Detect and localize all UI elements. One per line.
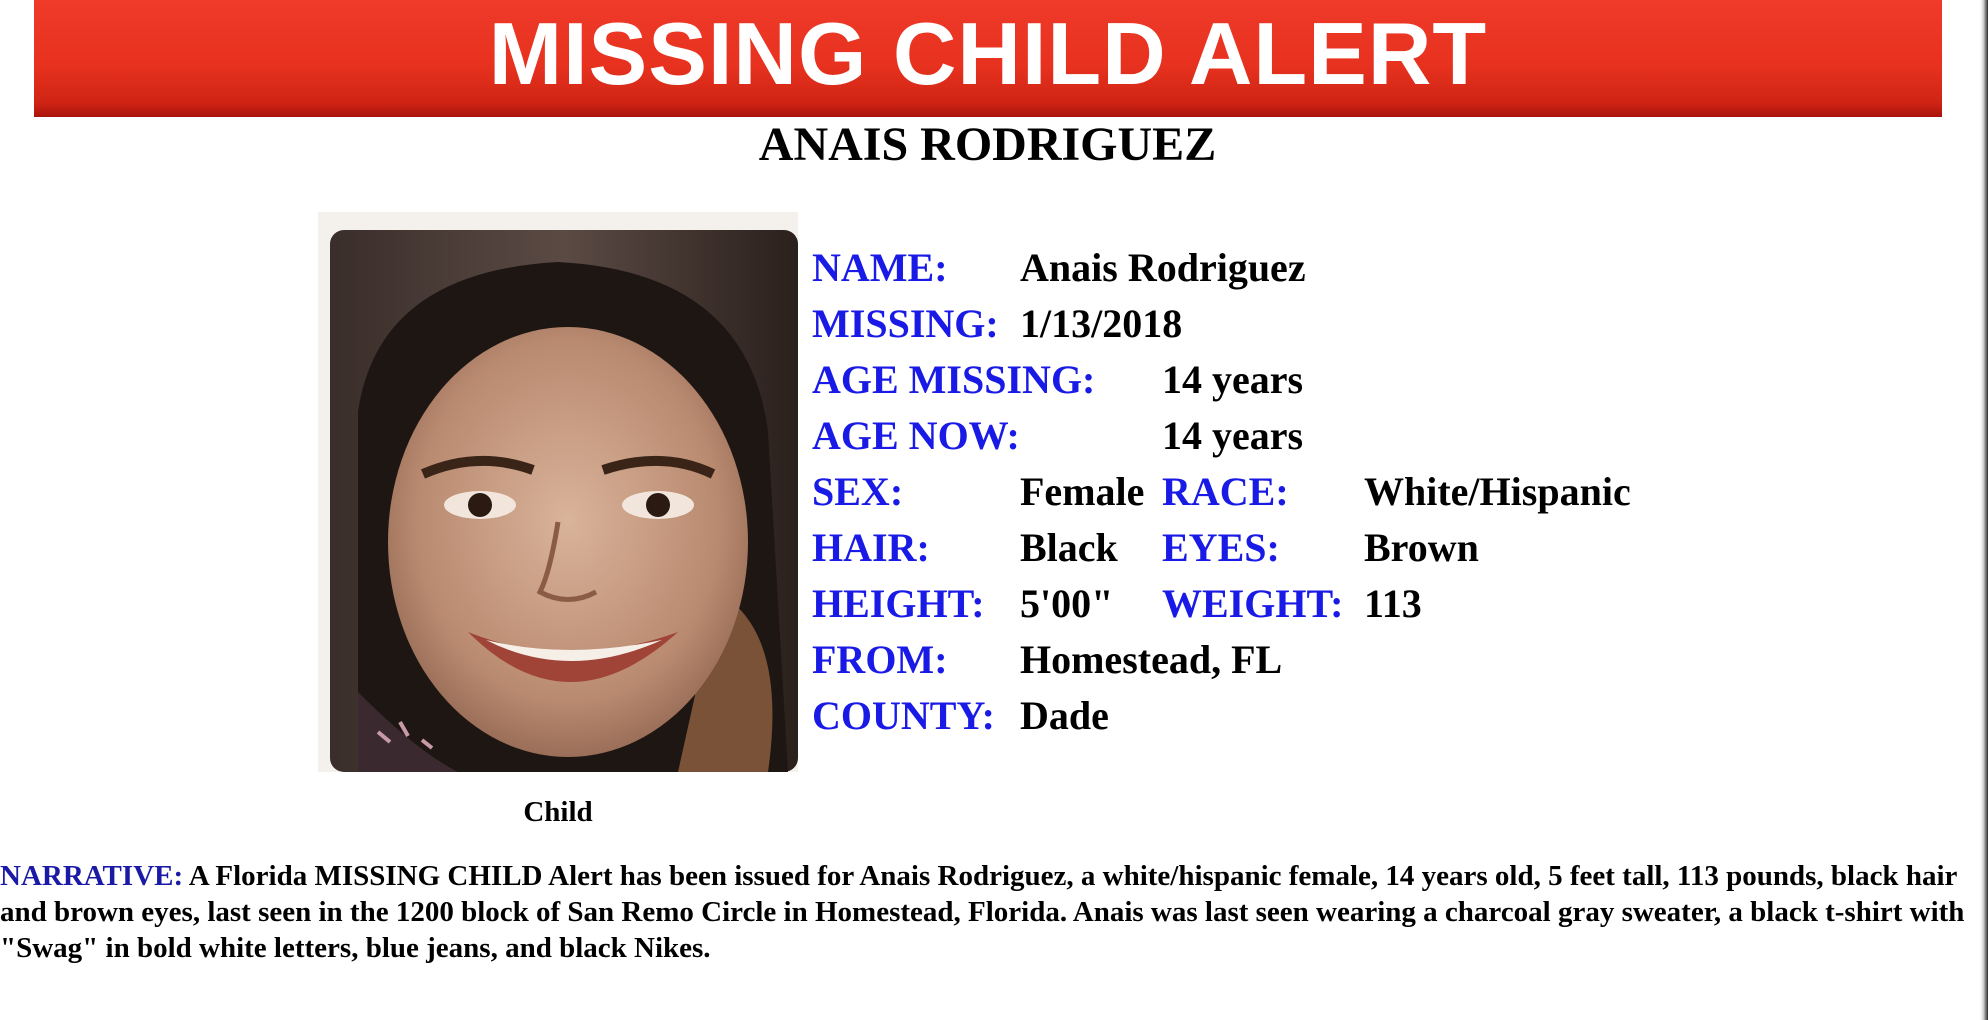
from-label: FROM:	[812, 637, 948, 682]
age-missing-value: 14 years	[1162, 357, 1304, 402]
name-label: NAME:	[812, 245, 948, 290]
height-value: 5'00"	[1020, 581, 1114, 626]
missing-label: MISSING:	[812, 301, 999, 346]
race-value: White/Hispanic	[1364, 469, 1631, 514]
eyes-label: EYES:	[1162, 525, 1280, 570]
age-now-value: 14 years	[1162, 413, 1304, 458]
child-name-heading: ANAIS RODRIGUEZ	[758, 118, 1217, 171]
sex-value: Female	[1020, 469, 1145, 514]
missing-value: 1/13/2018	[1020, 301, 1183, 346]
name-value: Anais Rodriguez	[1020, 245, 1306, 290]
sex-label: SEX:	[812, 469, 904, 514]
weight-value: 113	[1364, 581, 1422, 626]
from-value: Homestead, FL	[1020, 637, 1283, 682]
window-edge	[1980, 0, 1988, 1020]
narrative-label: NARRATIVE:	[0, 860, 184, 892]
age-missing-label: AGE MISSING:	[812, 357, 1096, 402]
hair-label: HAIR:	[812, 525, 930, 570]
weight-label: WEIGHT:	[1162, 581, 1344, 626]
age-now-label: AGE NOW:	[812, 413, 1020, 458]
eyes-value: Brown	[1364, 525, 1479, 570]
child-photo	[318, 212, 798, 772]
county-label: COUNTY:	[812, 693, 995, 738]
alert-banner	[34, 0, 1942, 117]
photo-caption: Child	[523, 796, 593, 828]
county-value: Dade	[1020, 693, 1109, 738]
race-label: RACE:	[1162, 469, 1289, 514]
hair-value: Black	[1020, 525, 1118, 570]
height-label: HEIGHT:	[812, 581, 985, 626]
alert-banner-title: MISSING CHILD ALERT	[488, 3, 1488, 103]
narrative	[0, 858, 1975, 966]
narrative-text: A Florida MISSING CHILD Alert has been issued for Anais Rodriguez, a white/hispanic female, 14 years old, 5 feet tall, 113 pounds, black hair and brown eyes, last seen in the 1200 block of San Remo Circle in Homestead, Florida. Anais was last seen wearing a charcoal gray sweater, a black t-shirt with "Swag" in bold white letters, blue jeans, and black Nikes.	[0, 860, 1965, 964]
